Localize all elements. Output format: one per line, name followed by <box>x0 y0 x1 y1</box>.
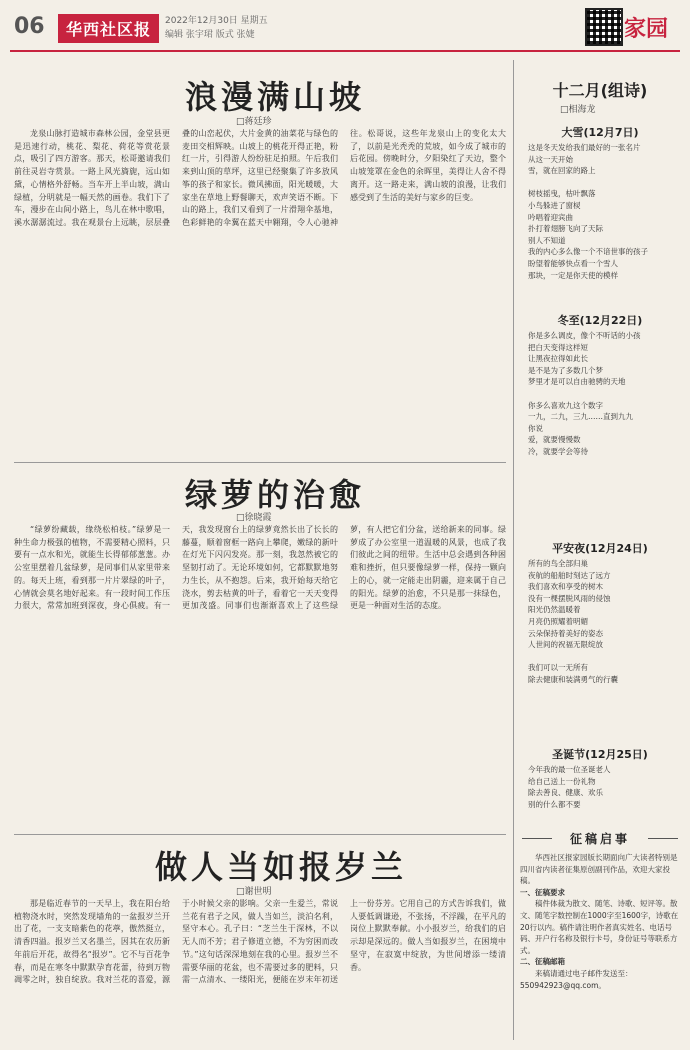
divider <box>14 462 506 463</box>
issue-date: 2022年12月30日 星期五 <box>165 16 268 26</box>
poem-title: 十二月(组诗) <box>552 81 648 100</box>
poem-section-text: 你是多么调皮，像个不听话的小孩 把白天变得这样短 让黑夜拉得如此长 是不是为了多数几个梦 梦里才是可以自由驰骋的天地 你多么喜欢九这个数字 一九，二九，三九……直到九九 你说 爱，就要慢慢数 冷，就要学会等待 <box>528 331 641 456</box>
page-header <box>0 0 690 56</box>
page-number: 06 <box>14 14 45 39</box>
notice-body <box>520 852 680 991</box>
header-divider <box>10 50 680 52</box>
brand-logo: 华西社区报 <box>58 14 159 43</box>
editors-line: 编辑 张宇珺 版式 张婕 <box>165 30 255 40</box>
notice-intro: 华西社区报家园版长期面向广大读者特别是四川省内读者征集原创副刊作品，欢迎大家投稿。 <box>520 853 678 886</box>
article-author: □蒋廷珍 <box>236 117 272 127</box>
divider <box>14 834 506 835</box>
article-author: □谢世明 <box>236 887 272 897</box>
article-body: “绿萝纷藏载，缘绕松柏枝。”绿萝是一种生命力极强的植物，不需要精心照料，只要有一点水和光，就能生长得郁郁葱葱。办公室里摆着几盆绿萝，是同事们从家里带来的。每天上班，看到那一片片翠绿的叶子，心情就会莫名地好起来。有一段时间工作压力很大，常常加班到深夜，身心俱疲。有一天，我发现窗台上的绿萝竟然长出了长长的藤蔓，顺着窗框一路向上攀爬，嫩绿的新叶在灯光下闪闪发亮。那一刻，我忽然被它的坚韧打动了。无论环境如何，它都默默地努力生长，从不抱怨。后来，我开始每天给它浇水，剪去枯黄的叶子，看着它一天天变得更加茂盛。同事们也渐渐喜欢上了这些绿萝，有人把它们分盆，送给新来的同事。绿萝成了办公室里一道温暖的风景，也成了我们彼此之间的纽带。生活中总会遇到各种困难和挫折，但只要像绿萝一样，保持一颗向上的心，就一定能走出阴霾，迎来属于自己的阳光。绿萝的治愈，不只是那一抹绿色，更是一种面对生活的态度。 <box>14 525 506 611</box>
article-body: 那是临近春节的一天早上，我在阳台给植物浇水时，突然发现墙角的一盆报岁兰开出了花，一支支暗紫色的花葶，傲然挺立，清香四溢。报岁兰又名墨兰，因其在农历新年前后开花，故得名“报岁”。它不与百花争春，而是在寒冬中默默孕育花蕾，待到万物凋零之时，独自绽放。我对兰花的喜爱，源于小时候父亲的影响。父亲一生爱兰，常说兰花有君子之风，做人当如兰，淡泊名利，坚守本心。孔子曰：“芝兰生于深林，不以无人而不芳；君子修道立德，不为穷困而改节。”这句话深深地刻在我的心里。报岁兰不需要华丽的花盆，也不需要过多的肥料，只需一点清水、一缕阳光，便能在岁末年初送上一份芬芳。它用自己的方式告诉我们，做人要低调谦逊，不张扬，不浮躁，在平凡的岗位上默默奉献。小小报岁兰，给我们的启示却是深远的。做人当如报岁兰，在困境中坚守，在寂寞中绽放，为世间增添一缕清香。 <box>14 899 506 985</box>
poem-section-text: 所有的鸟全部归巢 夜航的船舶时刻达了远方 我们喜欢和享受的树木 没有一棵摆脱风雨的侵蚀 阳光仍然温暖着 月亮仍照耀着明媚 云朵保持着美好的姿态 人世间的祝福无限绽放 我们可以一无所有 除去健康和装满勇气的行囊 <box>528 559 618 684</box>
notice-email[interactable]: 来稿请通过电子邮件发送至：550942923@qq.com。 <box>520 968 633 990</box>
section-tag: 家园 <box>624 17 669 42</box>
poem-author: □相海龙 <box>560 105 596 115</box>
qr-code-icon <box>585 8 623 46</box>
notice-section-heading: 二、征稿邮箱 <box>520 957 565 967</box>
article-title: 浪漫满山坡 <box>185 78 366 116</box>
article-title: 做人当如报岁兰 <box>155 848 408 886</box>
poem-section-title: 圣诞节(12月25日) <box>552 748 648 761</box>
poem-section-title: 大雪(12月7日) <box>561 126 639 139</box>
article-body: 龙泉山脉打造城市森林公园，金堂县更是迅速行动，桃花、梨花、荷花等赏花景点，吸引了四方游客。那天，松哥邀请我们前往灵岩寺赏景。一路上风光旖旎，远山如黛，心情格外舒畅。当车开上半山坡，满山绿植，分明就是一幅天然的画卷。我们下了车，漫步在山间小路上，鸟儿在林中歌唱，溪水潺潺流过。我在观景台上远眺，层层叠叠的山峦起伏，大片金黄的油菜花与绿色的麦田交相辉映。山坡上的桃花开得正艳，粉红一片，引得游人纷纷驻足拍照。午后我们来到山顶的草坪，这里已经聚集了许多放风筝的孩子和家长。微风拂面，阳光暖暖，大家坐在草地上野餐聊天，欢声笑语不断。下山的路上，我们又看到了一片滑翔伞基地，色彩鲜艳的伞翼在蓝天中翱翔，令人心驰神往。松哥说，这些年龙泉山上的变化太大了，以前是光秃秃的荒坡，如今成了城市的后花园。傍晚时分，夕阳染红了天边，整个山坡笼罩在金色的余晖里，美得让人舍不得离开。这一路走来，满山坡的浪漫，让我们感受到了生活的美好与家乡的巨变。 <box>14 129 506 227</box>
poem-section-title: 平安夜(12月24日) <box>552 542 648 555</box>
poem-section-title: 冬至(12月22日) <box>557 314 643 327</box>
notice-requirements: 稿件体裁为散文、随笔、诗歌、短评等。散文、随笔字数控制在1000字至1600字，诗歌在20行以内。稿件请注明作者真实姓名、电话号码、开户行名称及银行卡号，身份证号等联系方式。 <box>520 899 679 955</box>
notice-rule-right <box>648 838 678 839</box>
poem-section-text: 这是冬天发给我们最好的一张名片 从这一天开始 雪，就在回家的路上 树枝摇曳，枯叶飘落 小鸟躲进了窗棂 吟唱着迎宾曲 扑打着翅膀飞向了天际 别人不知道 我的内心多么像一个不谙世事的孩子 盼望着能够快点看一个雪人 那块，一定是你天使的模样 <box>528 143 648 280</box>
column-divider <box>513 60 514 1040</box>
article-title: 绿萝的治愈 <box>185 476 366 514</box>
notice-section-heading: 一、征稿要求 <box>520 887 565 897</box>
article-author: □徐晓霞 <box>236 513 272 523</box>
issue-meta <box>165 14 268 42</box>
notice-title: 征稿启事 <box>569 832 630 846</box>
poem-section-text: 今年我的最一位圣诞老人 给自己送上一份礼物 除去善良、健康、欢乐 别的什么都不要 <box>528 765 611 809</box>
